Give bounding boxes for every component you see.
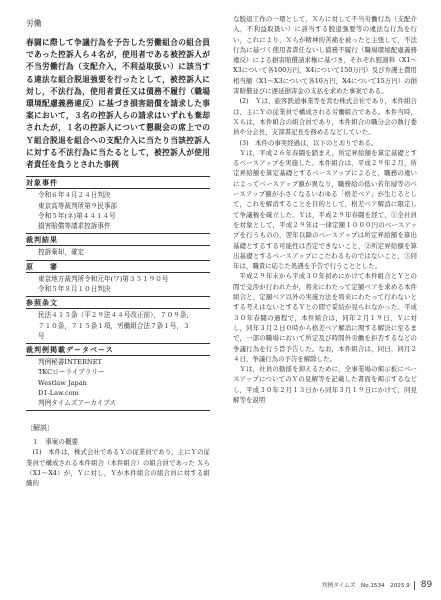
meta-line: Westlaw Japan [38,378,87,387]
meta-line: 損害賠償等請求控訴事件 [38,222,111,231]
case-metadata [26,176,210,411]
right-column [233,14,417,405]
journal-info: 判例タイムズ No.1534 2025.9 [322,583,410,589]
meta-heading: 裁判例掲載データベース [26,343,210,356]
meta-line: 東京地方裁判所令和元年(ワ)第３５１９０号 [38,274,169,283]
meta-heading: 裁判結果 [26,233,210,246]
meta-heading: 原 審 [26,260,210,273]
meta-body [26,190,210,231]
meta-line: 令和５年(ネ)第４４１４号 [38,211,116,220]
commentary-title: 〔解説〕 [26,424,54,433]
commentary-paragraph: な脱退工作の一環として，Ｘらに対して不当労働行為（支配介入，不利益取扱い）に該当する脱退強要等の違法な行為を行い，これにより，Ｘらが精神的苦痛を被ったと主張して，不法行為に基づく使用者責任ないし債務不履行（職場環境配慮義務違反）による損害賠償請求権に基づき，それぞれ慰謝料（X1～X3について各100万円，X4について150万円）及び弁護士費用相当額（X1～X3について各10万円，X4について15万円）の損害賠償並びに遅延損害金の支払を求めた事案である。 [233,15,417,96]
commentary-paragraph: (2) Ｙは，旅客鉄道事業等を営む株式会社であり，本件組合は，主にＹの従業員で構成される労働組合である。本件当時，Ｘらは，本件組合の組合員であり，本件組合の職分会の執行委員や分会長，支部書記長を務めるなどしていた。 [233,97,417,137]
commentary-paragraph: (1) 本件は，株式会社であるＹの従業員であり，主にＹの従業員で構成される本件組合（本件組合）の組合員であった Ｘら（X1～X4）が，Ｙに対し，Ｙが本件組合の組合員に対する組織的 [26,448,210,488]
meta-heading: 対象事件 [26,176,210,189]
footer-divider [414,581,415,590]
headnote [26,37,210,171]
headnote-text: 春闘に際して争議行為を予告した労働組合の組合員であった控訴人ら４名が，使用者である被控訴人が不当労働行為（支配介入，不利益取扱い）に該当する違法な組合脱退強要を行ったとして，被控訴人に対し，不法行為，使用者責任又は債務不履行（職場環境配慮義務違反）に基づき損害賠償を請求した事案において，３名の控訴人らの請求はいずれも棄却されたが，１名の控訴人について懇親会の席上でのＹ組合脱退を組合への支配介入に当たり当該控訴人に対する不法行為に当たるとして，被控訴人が使用者責任を負うとされた事例 [26,38,210,170]
meta-line: TKCローライブラリー [38,368,105,377]
meta-heading: 参照条文 [26,296,210,309]
meta-line: D1-Law.com [38,388,79,397]
meta-line: 判例タイムズアーカイブス [38,399,117,408]
meta-bottom-rule [26,410,210,411]
meta-line: 令和５年８月１０日判決 [38,285,111,294]
left-column [26,14,210,488]
section-label: 労働 [26,19,42,28]
commentary-left-body [26,447,210,488]
commentary-paragraph: 平成２９年末から平成３０年初めにかけて本件組合とＹとの間で交渉が行われたが，将来にわたって定額ベアを求める本件組合と，定額ベア以外の実施方法を将来にわたって行わないとする考えはないとするＹとの間で妥結が見られなかった。平成３０年春闘の過程で，本件組合は，同年２月１９日，Ｙに対し，同年３月２日０時から格差ベア解消に関する解決に至るまで，一部の職場において所定及び時間外労働を拒否するなどの争議行為を行う旨予告した。なお，本件組合は，同日，同月２４日，争議行為の予告を解除した。 [233,272,417,363]
meta-body [26,274,210,294]
meta-line: 判例秘書INTERNET [38,358,102,367]
meta-line: ７１０条，７１５条１項，労働組合法７条１号，３ [38,321,190,330]
meta-line: 控訴棄却，確定 [38,248,85,257]
meta-body [26,247,210,257]
meta-line: 東京高等裁判所第９民事部 [38,201,118,210]
meta-line: 令和６年４月２４日判決 [38,191,111,200]
meta-body [26,357,210,408]
commentary-paragraph: (3) 本件の事実経過は，以下のとおりである。 [239,138,378,147]
page-number: 89 [420,580,433,590]
meta-line: 号 [38,331,45,340]
commentary-paragraph: Ｙは，平成２６年春闘を踏まえ，所定昇給額を算定基礎とするベースアップを実施した。本件組合は，平成２９年２月，所定昇給額を算定基礎とするベースアップによると，職務の違いによってベースアップ額が異なり，職務給の低い若年層等のベースアップ額が小さくなるいわゆる「格差ベア」が生じるとして，これを解消することを目的として，格差ベア解消に限定して争議権を確立した。Ｙは，平成２９年春闘を経て，①全社員を対象として，平成２９年は一律定額１０００円のベースアップを行うものの，翌年以降のベースアップは所定昇給額を算出基礎とするする可能性は否定できないこと，②所定昇給額を算出基礎とするベースアップにこだわるものではないこと，③同年は，職責に応じた処遇を予告で行うこととした。 [233,148,417,271]
meta-line: 民法４１５条（平２９法４４号改正前），７０９条， [38,311,193,320]
commentary-paragraph: Ｙは，社員の動揺を抑えるために，全事業場の掲示板にベースアップについてのＹの見解等を記載した書面を掲示するなどし，平成３０年２月１３日から同年３月１９日にかけて，同見解等を説明 [233,365,417,404]
page-footer [322,580,434,590]
commentary-subheading: １ 事案の概要 [32,438,79,447]
meta-body [26,310,210,341]
commentary-right-body [233,14,417,405]
